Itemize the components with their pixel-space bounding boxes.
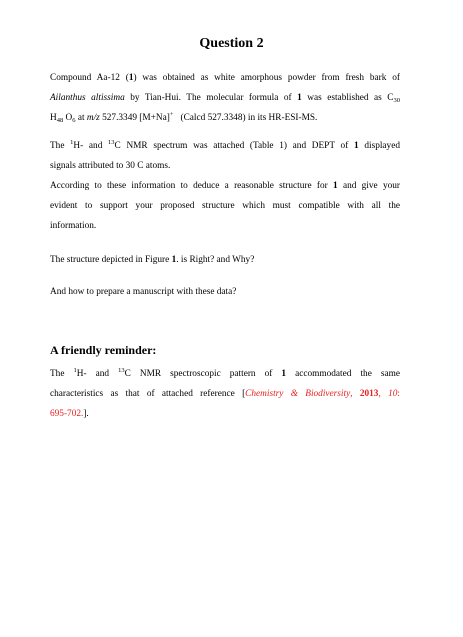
text-run: H <box>50 113 57 123</box>
reminder-heading: A friendly reminder: <box>50 343 157 357</box>
text-run: displayed <box>358 141 400 151</box>
reference-separator: , <box>350 389 360 399</box>
text-run: characteristics as that of attached reference [ <box>50 389 246 399</box>
superscript: + <box>169 111 174 118</box>
compound-number: 1 <box>297 93 302 103</box>
figure-number: 1 <box>171 255 177 265</box>
text-run: The structure depicted in Figure <box>50 255 172 265</box>
text-line <box>50 250 400 270</box>
compound-number: 1 <box>333 181 338 191</box>
reference-pages: 695-702. <box>50 409 84 419</box>
text-line <box>50 364 400 384</box>
text-run: by Tian-Hui. The molecular formula of <box>124 93 298 103</box>
text-run: and give your <box>337 181 400 191</box>
paragraph-manuscript-question <box>50 282 400 302</box>
text-run: was established as C <box>301 93 394 103</box>
text-line: evident to support your proposed structure which must compatible with all the <box>50 201 400 211</box>
text-run: According to these information to deduce a reasonable structure for <box>50 181 334 191</box>
compound-number: 1 <box>128 73 134 83</box>
compound-number: 1 <box>281 369 287 379</box>
reference-separator: : <box>397 389 400 399</box>
text-line: information. <box>50 221 97 231</box>
reference-year: 2013 <box>359 389 379 399</box>
text-line: signals attributed to 30 C atoms. <box>50 161 171 171</box>
superscript: 1 <box>73 367 77 374</box>
text-run: The <box>50 369 74 379</box>
reference-journal: Chemistry & Biodiversity <box>245 389 351 399</box>
subscript: 48 <box>56 117 64 124</box>
subscript: 6 <box>72 117 76 124</box>
text-run: 527.3349 [M+Na] <box>99 113 170 123</box>
text-run: C NMR spectroscopic pattern of <box>124 369 282 379</box>
text-line <box>50 176 400 196</box>
paragraph-reminder <box>50 364 400 424</box>
text-run: Compound Aa-12 ( <box>50 73 129 83</box>
superscript: 13 <box>118 367 125 374</box>
text-run: The <box>50 141 71 151</box>
subscript: 30 <box>393 97 400 104</box>
text-run: (Calcd 527.3348) in its HR-ESI-MS. <box>173 113 318 123</box>
paragraph-compound-description <box>50 68 400 128</box>
superscript: 13 <box>108 139 115 146</box>
text-run: at <box>75 113 87 123</box>
text-line <box>50 136 400 156</box>
paragraph-structure-question <box>50 250 400 270</box>
compound-number: 1 <box>354 141 359 151</box>
reference-volume: 10 <box>388 389 398 399</box>
text-line <box>50 88 400 108</box>
text-run: O <box>63 113 73 123</box>
text-run: ) was obtained as white amorphous powder from fresh bark of <box>133 73 400 83</box>
species-name: Ailanthus altissima <box>50 93 125 103</box>
text-run: H- and <box>73 141 109 151</box>
reference-separator: , <box>378 389 389 399</box>
paragraph-nmr-task <box>50 136 400 236</box>
text-run: . is Right? and Why? <box>176 255 255 265</box>
text-line <box>50 68 400 88</box>
text-run: accommodated the same <box>286 369 400 379</box>
text-line <box>50 384 400 404</box>
text-line <box>50 108 400 128</box>
page-title: Question 2 <box>199 36 264 51</box>
text-run: C NMR spectrum was attached (Table 1) and DEPT of <box>114 141 354 151</box>
text-run: H- and <box>76 369 119 379</box>
text-line: And how to prepare a manuscript with these data? <box>50 287 237 297</box>
text-run: ]. <box>83 409 89 419</box>
superscript: 1 <box>70 139 74 146</box>
text-line <box>50 404 400 424</box>
mz-label: m/z <box>86 113 100 123</box>
